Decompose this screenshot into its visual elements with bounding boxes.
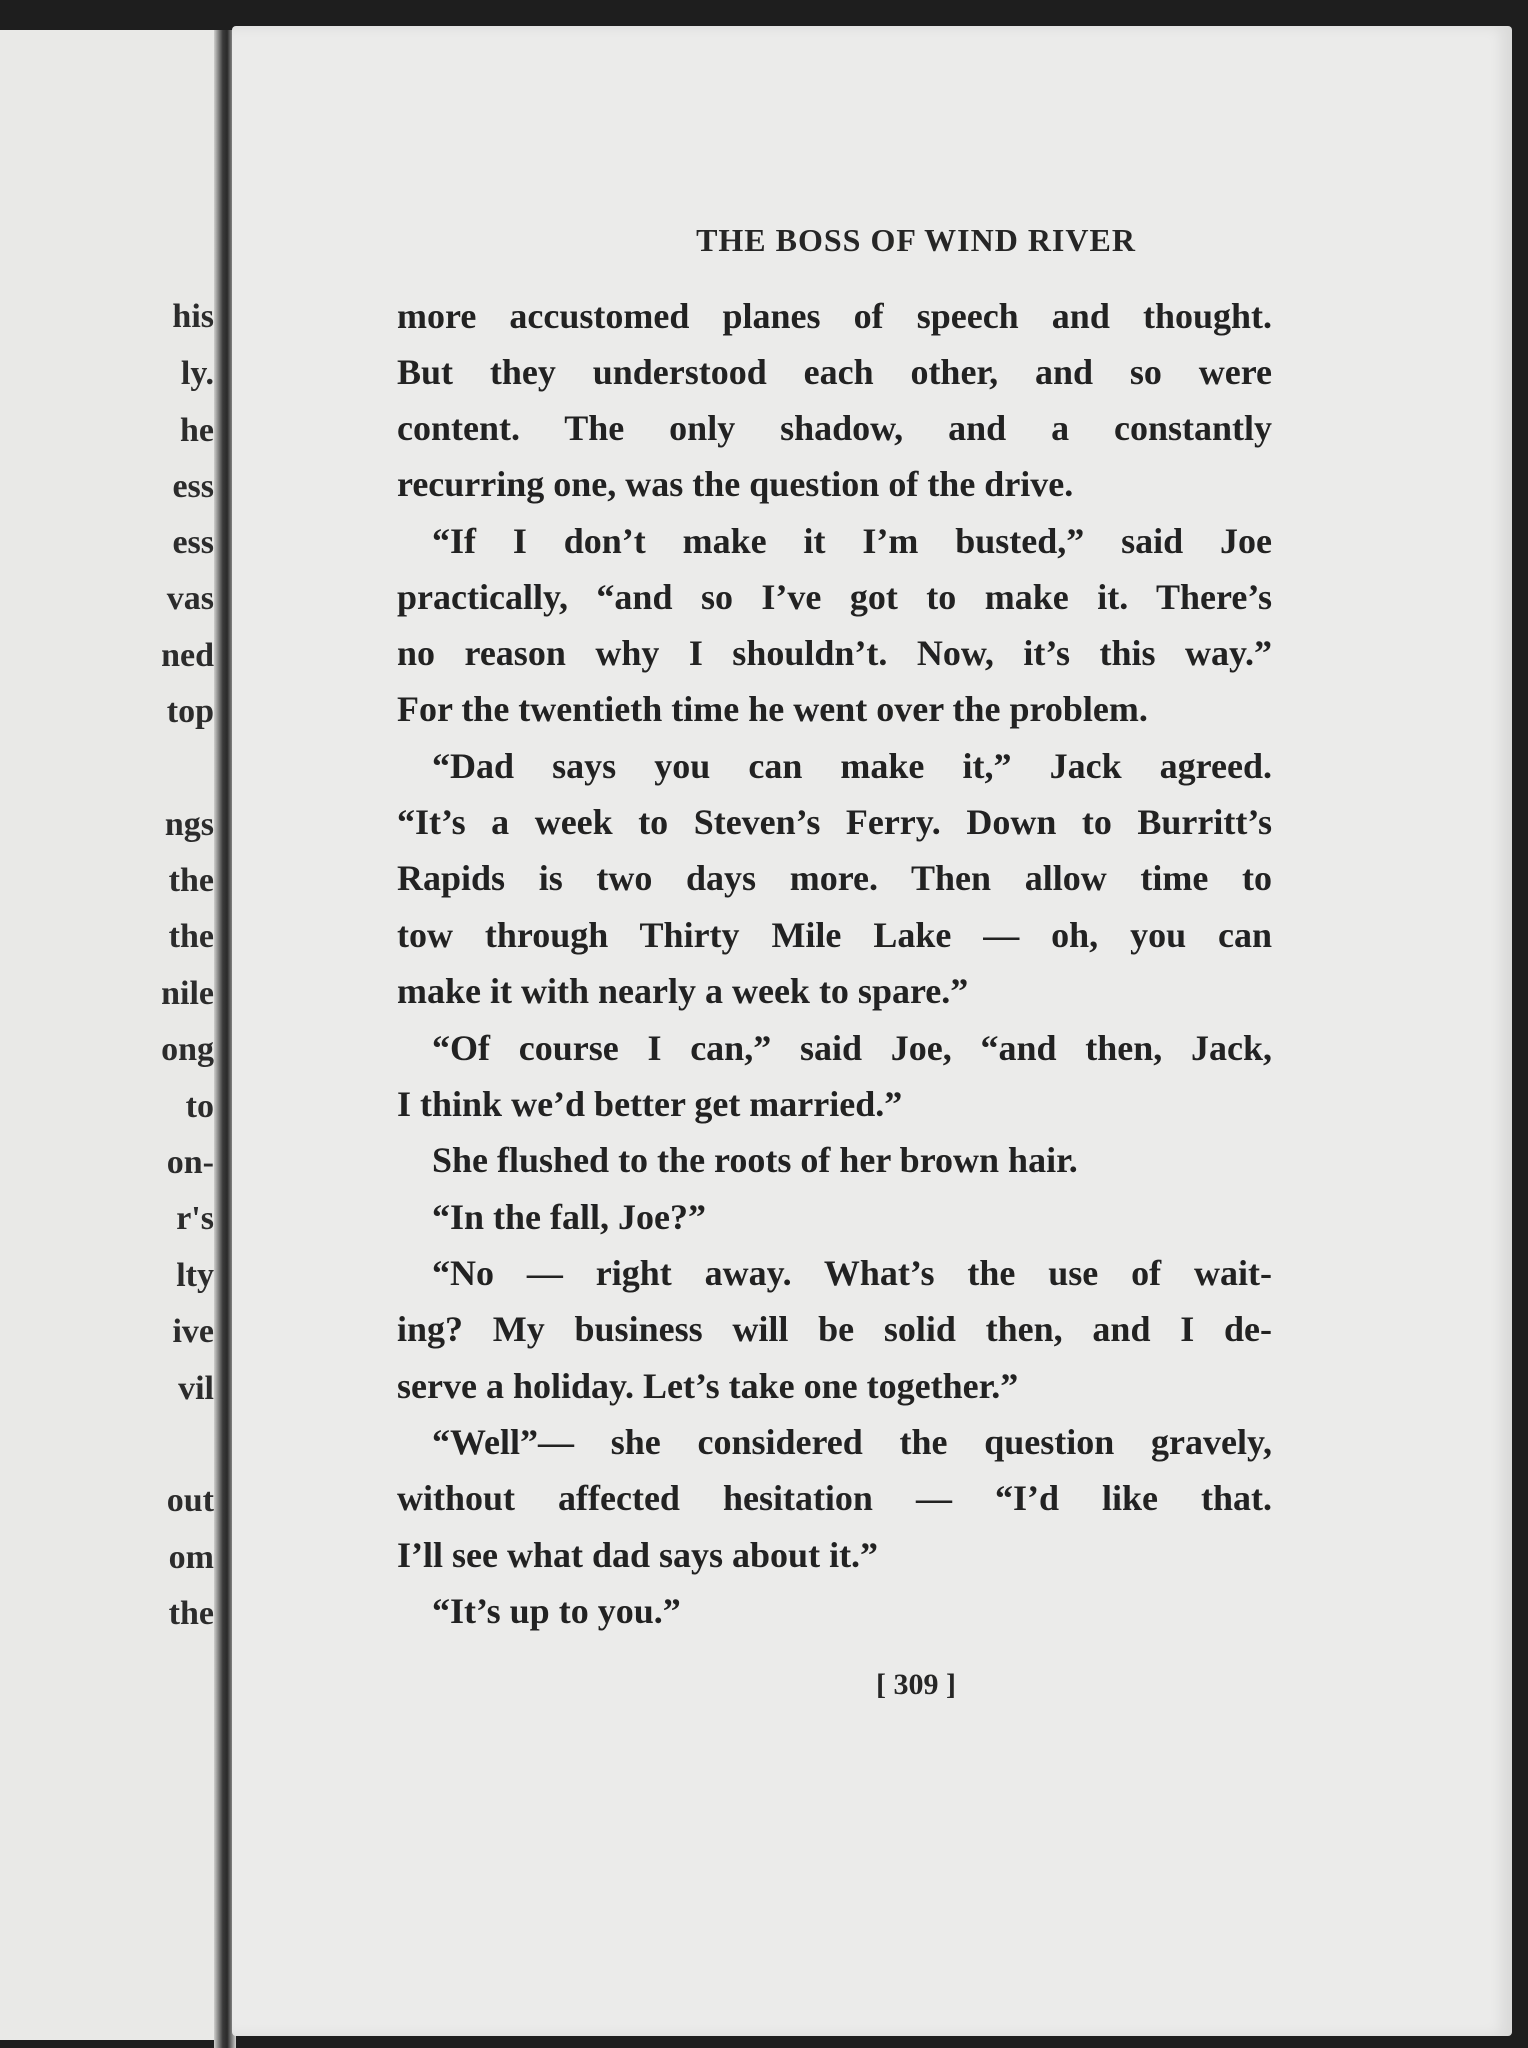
left-fragment: lty [176, 1257, 214, 1294]
text-line: ing? My business will be solid then, and I de- [397, 1309, 1272, 1349]
text-line: But they understood each other, and so were [397, 352, 1272, 392]
text-line: recurring one, was the question of the drive. [397, 464, 1074, 504]
text-line: serve a holiday. Let’s take one together.” [397, 1366, 1019, 1406]
left-fragment: the [168, 862, 214, 899]
text-line: “No — right away. What’s the use of wait- [432, 1253, 1272, 1293]
text-line: content. The only shadow, and a constantly [397, 408, 1272, 448]
text-line: tow through Thirty Mile Lake — oh, you can [397, 915, 1272, 955]
text-line: without affected hesitation — “I’d like that. [397, 1478, 1272, 1518]
text-line: Rapids is two days more. Then allow time to [397, 858, 1272, 898]
left-page [0, 30, 222, 2040]
left-fragment: ned [161, 637, 214, 674]
left-fragment: vil [178, 1370, 214, 1407]
left-fragment: to [185, 1088, 214, 1125]
text-line: “Well”— she considered the question gravely, [432, 1422, 1272, 1462]
text-line: “It’s up to you.” [432, 1591, 681, 1631]
left-fragment: his [172, 298, 214, 335]
text-line: “Of course I can,” said Joe, “and then, Jack, [432, 1028, 1272, 1068]
right-page [232, 26, 1512, 2036]
text-line: make it with nearly a week to spare.” [397, 971, 969, 1011]
left-fragment: he [180, 412, 214, 449]
left-fragment: vas [166, 580, 214, 617]
left-fragment: top [166, 693, 214, 730]
left-fragment: out [166, 1482, 214, 1519]
left-fragment: ly. [180, 355, 214, 392]
left-fragment: the [168, 1595, 214, 1632]
text-line: no reason why I shouldn’t. Now, it’s this way.” [397, 633, 1272, 673]
text-line: She flushed to the roots of her brown hair. [432, 1140, 1078, 1180]
running-head: THE BOSS OF WIND RIVER [696, 222, 1136, 258]
text-line: I’ll see what dad says about it.” [397, 1535, 879, 1575]
left-fragment: ess [172, 524, 214, 561]
left-fragment: ong [161, 1031, 214, 1068]
left-fragment: om [168, 1539, 214, 1576]
text-line: “It’s a week to Steven’s Ferry. Down to Burritt’s [397, 802, 1272, 842]
left-fragment: ive [172, 1313, 214, 1350]
text-line: more accustomed planes of speech and thought. [397, 296, 1272, 336]
left-fragment: r's [176, 1200, 214, 1237]
left-fragment: ess [172, 468, 214, 505]
text-line: For the twentieth time he went over the problem. [397, 689, 1148, 729]
text-line: “If I don’t make it I’m busted,” said Joe [432, 521, 1272, 561]
text-line: “In the fall, Joe?” [432, 1197, 706, 1237]
left-fragment: on- [166, 1144, 214, 1181]
text-line: “Dad says you can make it,” Jack agreed. [432, 746, 1272, 786]
page-number: [ 309 ] [876, 1668, 956, 1701]
text-line: I think we’d better get married.” [397, 1084, 903, 1124]
left-fragment: ngs [164, 806, 214, 843]
left-fragment: nile [161, 975, 214, 1012]
left-fragment: the [168, 918, 214, 955]
text-line: practically, “and so I’ve got to make it. There’s [397, 577, 1272, 617]
